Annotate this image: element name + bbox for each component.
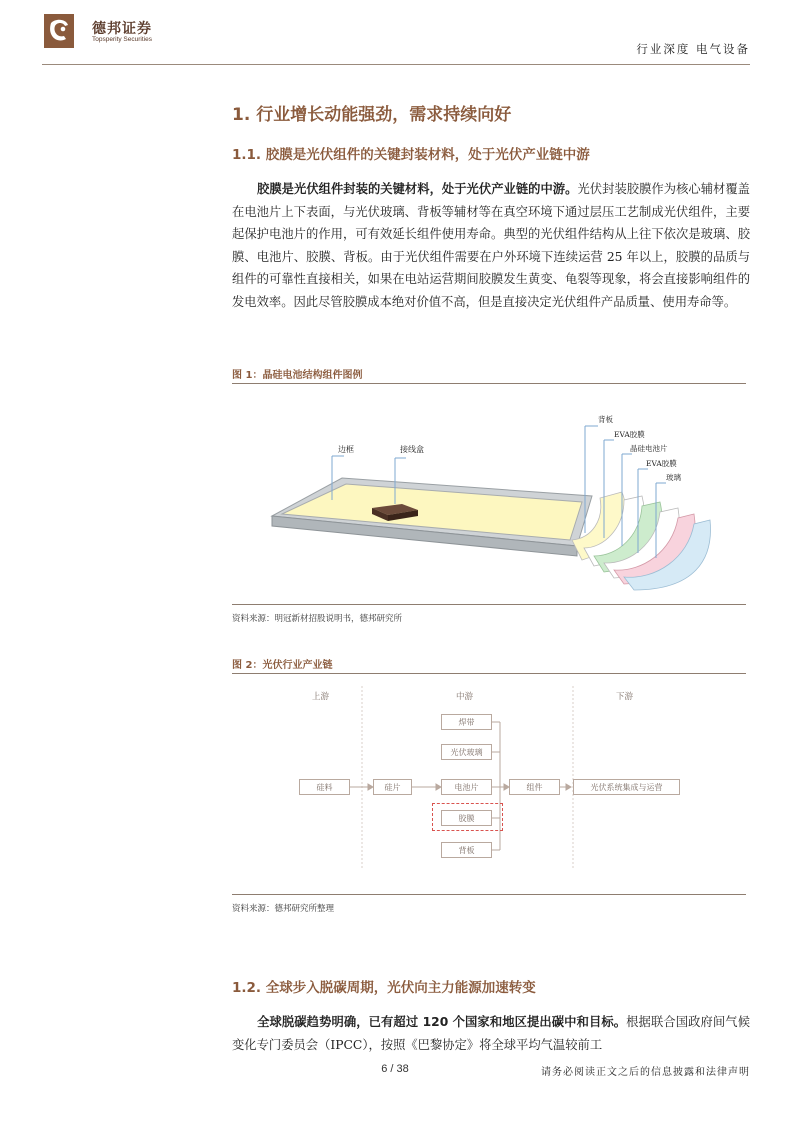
node-ribbon: 焊带: [441, 714, 492, 730]
company-name-en: Topsperity Securities: [92, 36, 152, 43]
label-junction-box: 接线盒: [400, 445, 424, 454]
paragraph-lead: 全球脱碳趋势明确，已有超过 120 个国家和地区提出碳中和目标。: [257, 1015, 627, 1029]
column-upstream: 上游: [312, 692, 330, 702]
node-wafer: 硅片: [373, 779, 412, 795]
pv-module-diagram: [232, 388, 746, 600]
header-divider: [42, 64, 750, 65]
node-system-integration: 光伏系统集成与运营: [573, 779, 680, 795]
subsection-title: 1.2. 全球步入脱碳周期，光伏向主力能源加速转变: [232, 980, 536, 996]
page-number: 6 / 38: [381, 1063, 409, 1075]
label-cell: 晶硅电池片: [630, 444, 668, 453]
label-backsheet: 背板: [598, 415, 613, 424]
column-midstream: 中游: [456, 692, 474, 702]
paragraph-text: 光伏封装胶膜作为核心辅材覆盖在电池片上下表面，与光伏玻璃、背板等辅材等在真空环境下通过层压工艺制成光伏组件，主要起保护电池片的作用，可有效延长组件使用寿命。典型的光伏组件结构从上往下依次是玻璃、胶膜、电池片、胶膜、背板。由于光伏组件需要在户外环境下连续运营 25 年以上，胶膜的品质与组件的可靠性直接相关，如果在电站运营期间胶膜发生黄变、龟裂等现象，将会直接影响组件的发电效率。因此尽管胶膜成本绝对价值不高，但是直接决定光伏组件产品质量、使用寿命等。: [232, 182, 750, 309]
figure-title: 图 1：晶硅电池结构组件图例: [232, 370, 363, 381]
column-downstream: 下游: [616, 692, 634, 702]
paragraph-text: 根据联合国政府间气候变化专门委员会（IPCC），按照《巴黎协定》将全球平均气温较前工: [232, 1015, 750, 1052]
subsection-title: 1.1. 胶膜是光伏组件的关键封装材料，处于光伏产业链中游: [232, 147, 590, 163]
disclaimer-note: 请务必阅读正文之后的信息披露和法律声明: [541, 1067, 750, 1078]
figure-top-rule: [232, 673, 746, 674]
node-pv-glass: 光伏玻璃: [441, 744, 492, 760]
label-eva-bottom: EVA胶膜: [646, 459, 677, 468]
figure-top-rule: [232, 383, 746, 384]
figure-bottom-rule: [232, 604, 746, 605]
node-module: 组件: [509, 779, 560, 795]
company-name-cn: 德邦证券: [92, 21, 152, 37]
label-glass: 玻璃: [666, 473, 681, 482]
label-frame: 边框: [338, 445, 354, 454]
section-title: 1. 行业增长动能强劲，需求持续向好: [232, 105, 512, 125]
report-category: 行业深度 电气设备: [636, 42, 750, 56]
node-encapsulant-film: 胶膜: [441, 810, 492, 826]
label-eva-top: EVA胶膜: [614, 430, 645, 439]
figure-source: 资料来源：明冠新材招股说明书，德邦研究所: [232, 614, 403, 624]
paragraph-lead: 胶膜是光伏组件封装的关键材料，处于光伏产业链的中游。: [257, 182, 578, 196]
company-logo: [44, 14, 74, 48]
node-silicon-material: 硅料: [299, 779, 350, 795]
figure-title: 图 2：光伏行业产业链: [232, 660, 333, 671]
figure-bottom-rule: [232, 894, 746, 895]
node-cell: 电池片: [441, 779, 492, 795]
body-paragraph: [232, 178, 750, 313]
node-backsheet: 背板: [441, 842, 492, 858]
industry-chain-diagram: [232, 678, 746, 890]
body-paragraph: [232, 1011, 750, 1056]
figure-source: 资料来源：德邦研究所整理: [232, 904, 335, 914]
